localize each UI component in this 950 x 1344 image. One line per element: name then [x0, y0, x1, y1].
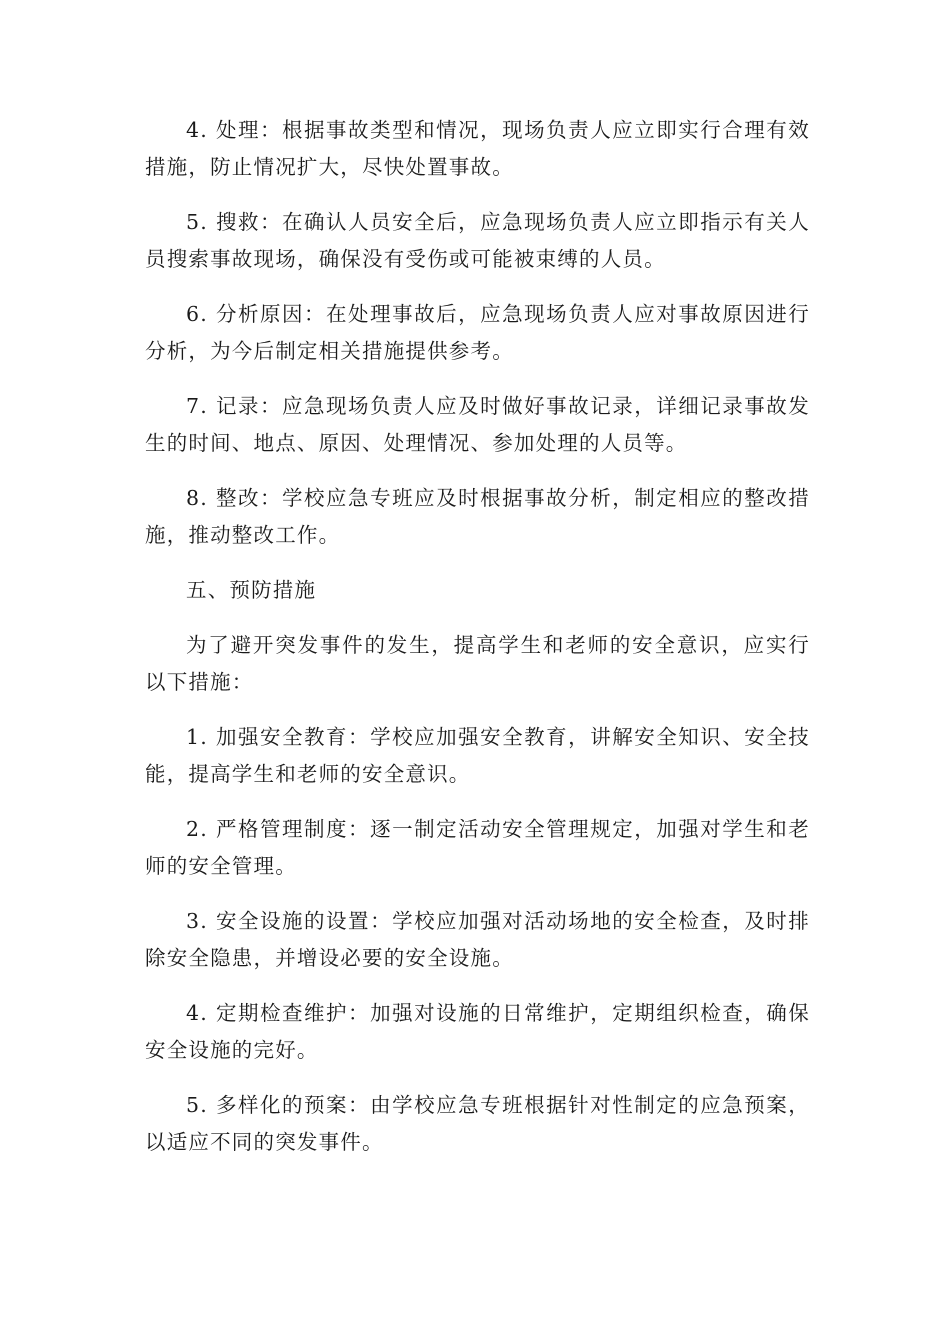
measure-safety-education: 1. 加强安全教育：学校应加强安全教育，讲解安全知识、安全技能，提高学生和老师的安全意识。: [145, 725, 810, 786]
paragraph-record: 7. 记录：应急现场负责人应及时做好事故记录，详细记录事故发生的时间、地点、原因、处理情况、参加处理的人员等。: [145, 394, 810, 455]
measure-diverse-plans: 5. 多样化的预案：由学校应急专班根据针对性制定的应急预案，以适应不同的突发事件。: [145, 1093, 810, 1154]
measure-management-system: 2. 严格管理制度：逐一制定活动安全管理规定，加强对学生和老师的安全管理。: [145, 817, 810, 878]
document-body: [145, 112, 810, 1179]
section-intro: 为了避开突发事件的发生，提高学生和老师的安全意识，应实行以下措施：: [145, 633, 810, 694]
paragraph-search-rescue: 5. 搜救：在确认人员安全后，应急现场负责人应立即指示有关人员搜索事故现场，确保没有受伤或可能被束缚的人员。: [145, 210, 810, 271]
paragraph-analyze-cause: 6. 分析原因：在处理事故后，应急现场负责人应对事故原因进行分析，为今后制定相关措施提供参考。: [145, 302, 810, 363]
measure-regular-inspection: 4. 定期检查维护：加强对设施的日常维护，定期组织检查，确保安全设施的完好。: [145, 1001, 810, 1062]
paragraph-handling: 4. 处理：根据事故类型和情况，现场负责人应立即实行合理有效措施，防止情况扩大，尽快处置事故。: [145, 118, 810, 179]
section-heading: 五、预防措施: [186, 578, 317, 602]
paragraph-rectify: 8. 整改：学校应急专班应及时根据事故分析，制定相应的整改措施，推动整改工作。: [145, 486, 810, 547]
measure-safety-facilities: 3. 安全设施的设置：学校应加强对活动场地的安全检查，及时排除安全隐患，并增设必要的安全设施。: [145, 909, 810, 970]
